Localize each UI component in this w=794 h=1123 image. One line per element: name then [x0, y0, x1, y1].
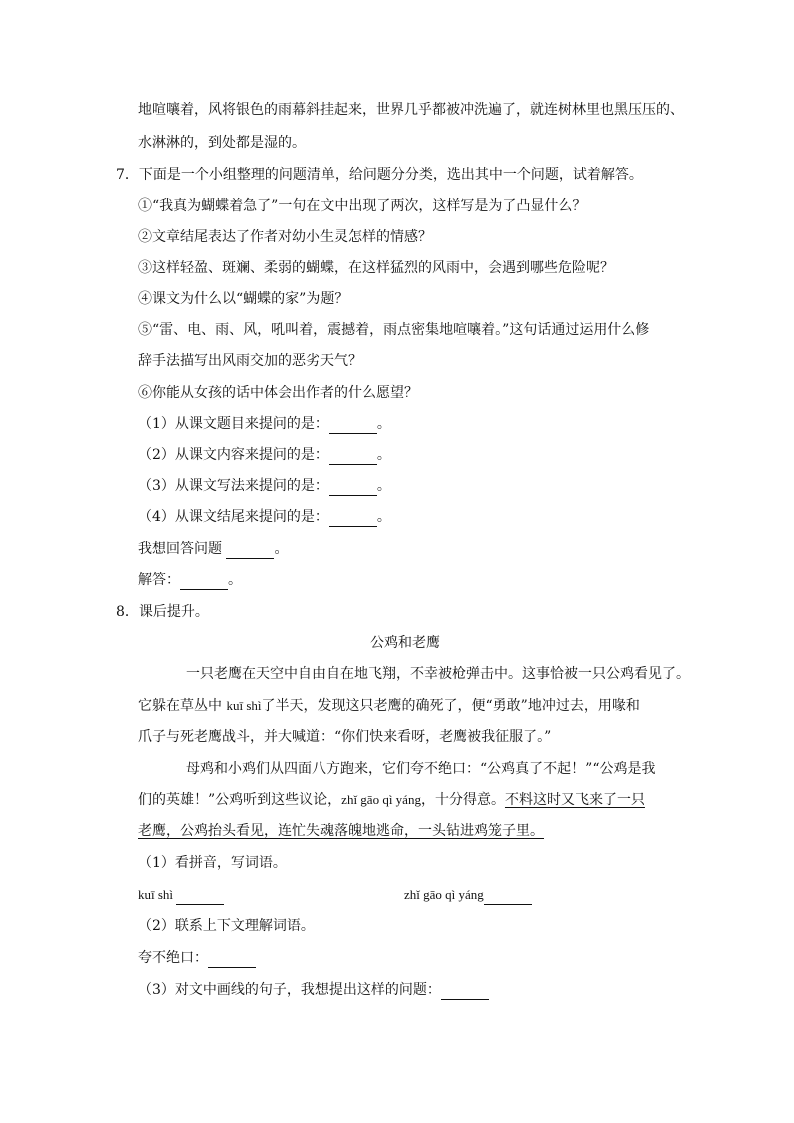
question-list-item: 辞手法描写出风雨交加的恶劣天气？	[138, 353, 362, 369]
punctuation: 。	[376, 478, 391, 494]
answer-blank[interactable]	[180, 571, 228, 590]
word-item	[138, 949, 256, 968]
sub-question: （2）联系上下文理解词语。	[138, 918, 315, 934]
passage-text: ，十分得意。	[420, 792, 505, 808]
question-list-item: ②文章结尾表达了作者对幼小生灵怎样的情感？	[138, 229, 432, 245]
passage-line	[138, 791, 645, 809]
sub-question	[138, 508, 391, 527]
passage-line: 地喧嚷着，风将银色的雨幕斜挂起来，世界几乎都被冲洗遍了，就连树林里也黑压压的、	[138, 102, 684, 118]
sub-question-text: （1）从课文题目来提问的是：	[138, 416, 329, 432]
question-8-stem	[116, 603, 209, 621]
passage-text: 们的英雄！”公鸡听到这些议论，	[138, 792, 342, 808]
sub-question: （1）看拼音，写词语。	[138, 855, 287, 871]
passage-line: 爪子与死老鹰战斗，并大喊道：“你们快来看呀，老鹰被我征服了。”	[138, 729, 552, 745]
question-text: 下面是一个小组整理的问题清单，给问题分分类，选出其中一个问题，试着解答。	[138, 167, 643, 183]
sub-question	[138, 446, 391, 465]
punctuation: 。	[274, 541, 289, 557]
passage-line: 水淋淋的，到处都是湿的。	[138, 135, 306, 151]
pinyin: kuī shì	[226, 698, 262, 713]
question-list-item: ⑤“雷、电、雨、风，吼叫着，震撼着，雨点密集地喧嚷着。”这句话通过运用什么修	[138, 322, 650, 338]
sub-question	[138, 981, 489, 1000]
sub-question-text: （3）从课文写法来提问的是：	[138, 478, 329, 494]
sub-question	[138, 477, 391, 496]
question-7-stem	[116, 166, 643, 184]
sub-question-text: （3）对文中画线的句子，我想提出这样的问题：	[138, 982, 441, 998]
underlined-sentence: 不料这时又飞来了一只	[504, 792, 645, 808]
question-list-item: ⑥你能从女孩的话中体会出作者的什么愿望？	[138, 385, 418, 401]
pinyin: kuī shì	[138, 887, 177, 902]
passage-line: 一只老鹰在天空中自由自在地飞翔，不幸被枪弹击中。这事恰被一只公鸡看见了。	[186, 666, 690, 682]
sub-question-text: （4）从课文结尾来提问的是：	[138, 509, 329, 525]
sub-question-text: （2）从课文内容来提问的是：	[138, 447, 329, 463]
passage-text: 它躲在草丛中	[138, 698, 227, 714]
answer-prompt: 我想回答问题	[138, 541, 227, 557]
answer-blank[interactable]	[176, 886, 224, 905]
answer-blank[interactable]	[441, 981, 489, 1000]
passage-text: 了半天，发现这只老鹰的确死了，便“勇敢”地冲过去，用喙和	[261, 698, 640, 714]
answer-label: 解答：	[138, 572, 180, 588]
question-list-item: ①“我真为蝴蝶着急了”一句在文中出现了两次，这样写是为了凸显什么？	[138, 198, 587, 214]
passage-line	[138, 822, 544, 840]
underlined-sentence: 老鹰，公鸡抬头看见，连忙失魂落魄地逃命，一头钻进鸡笼子里。	[138, 823, 544, 839]
answer-blank[interactable]	[208, 949, 256, 968]
answer-blank[interactable]	[329, 508, 377, 527]
punctuation: 。	[376, 509, 391, 525]
answer-choice-line	[138, 540, 288, 559]
answer-blank[interactable]	[226, 540, 274, 559]
pinyin: zhǐ gāo qì yáng	[341, 792, 421, 807]
punctuation: 。	[376, 416, 391, 432]
passage-title: 公鸡和老鹰	[370, 635, 440, 651]
answer-blank[interactable]	[329, 477, 377, 496]
pinyin-item	[404, 886, 532, 905]
question-number: 8．	[116, 604, 139, 620]
answer-line	[138, 571, 242, 590]
punctuation: 。	[228, 572, 242, 588]
passage-line	[138, 697, 640, 715]
answer-blank[interactable]	[484, 886, 532, 905]
answer-blank[interactable]	[329, 415, 377, 434]
question-list-item: ④课文为什么以“蝴蝶的家”为题？	[138, 291, 349, 307]
question-text: 课后提升。	[138, 604, 209, 620]
sub-question	[138, 415, 391, 434]
pinyin-item	[138, 886, 224, 905]
question-number: 7．	[116, 167, 139, 183]
answer-blank[interactable]	[329, 446, 377, 465]
punctuation: 。	[376, 447, 391, 463]
question-list-item: ③这样轻盈、斑斓、柔弱的蝴蝶，在这样猛烈的风雨中，会遇到哪些危险呢？	[138, 260, 614, 276]
word-label: 夸不绝口：	[138, 950, 208, 966]
passage-line: 母鸡和小鸡们从四面八方跑来，它们夸不绝口：“公鸡真了不起！”“公鸡是我	[186, 761, 656, 777]
pinyin: zhǐ gāo qì yáng	[404, 887, 484, 902]
